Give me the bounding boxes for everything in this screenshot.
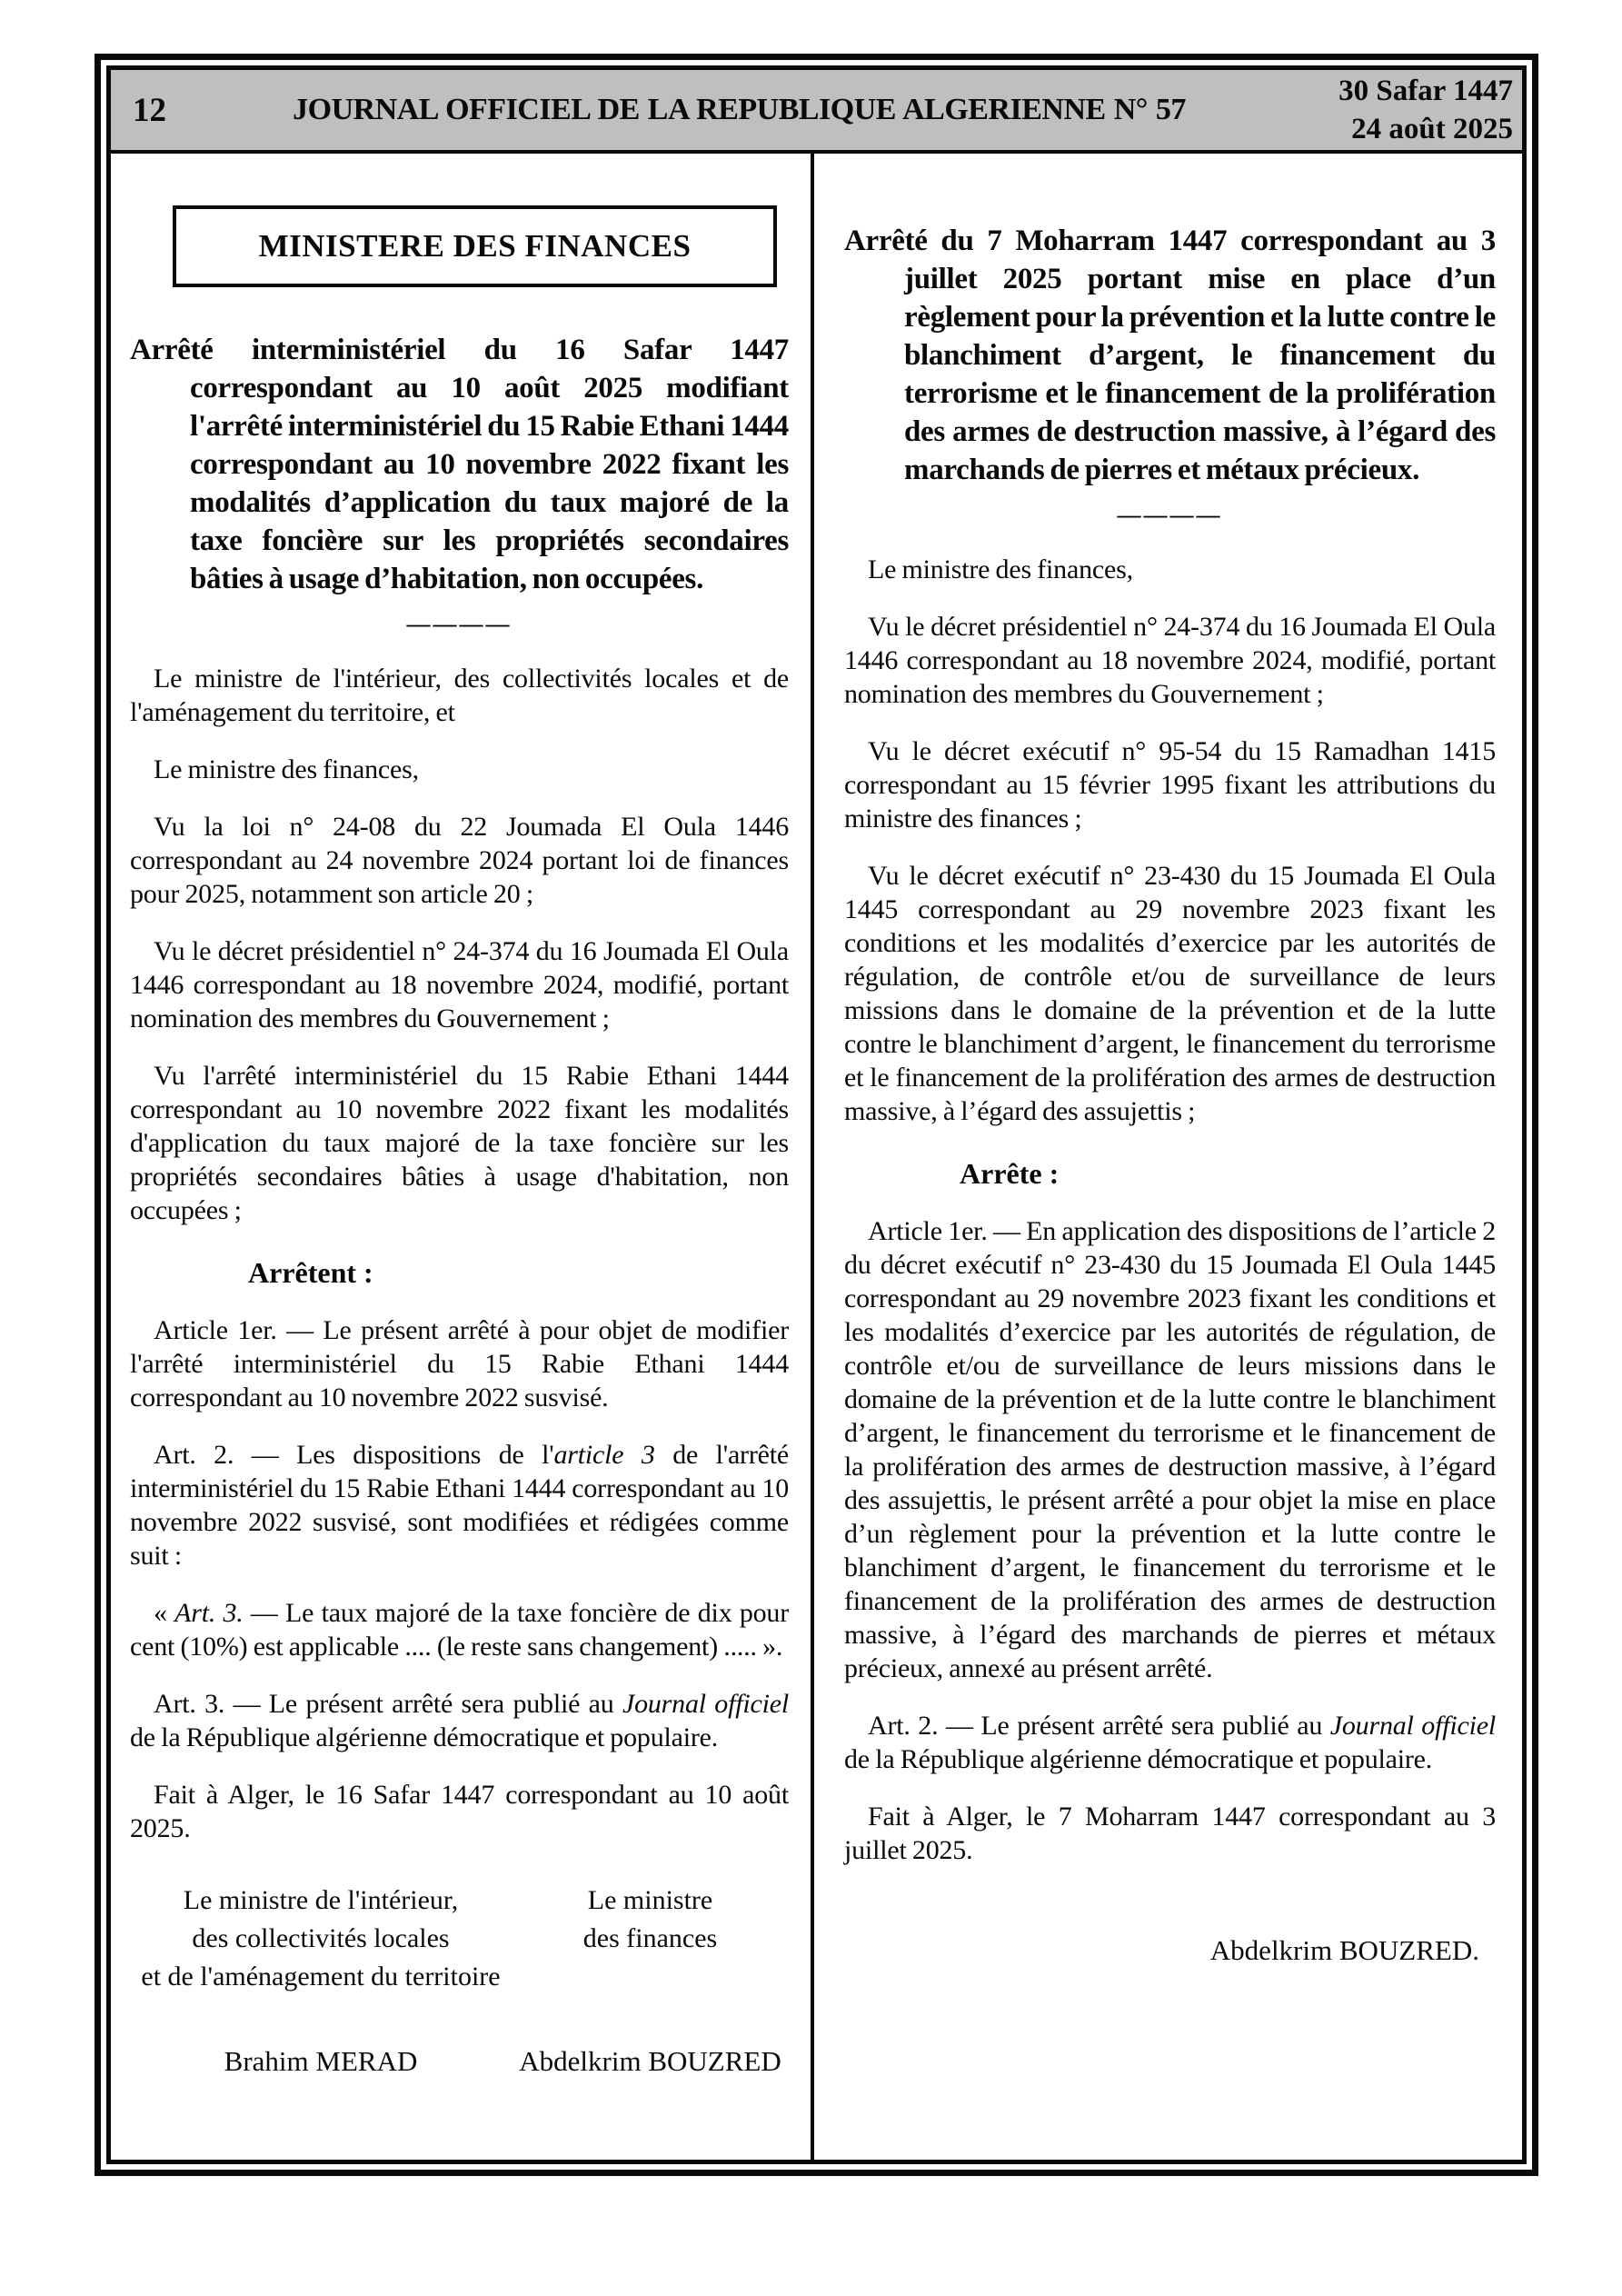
left-quoted-article-3-post: — Le taux majoré de la taxe foncière de dix pour cent (10%) est applicable .... (le reste sans changement) ..... ». [130,1598,790,1662]
header-band [111,70,1522,154]
left-quoted-article-3 [130,1596,789,1663]
signature-title-interior [130,1882,512,1996]
right-article-2 [844,1709,1496,1776]
signer-name-bouzred: Abdelkrim BOUZRED [519,2045,781,2077]
right-column [811,154,1518,2160]
signature-title-line: et de l'aménagement du territoire [141,1962,501,1992]
signature-title-line: des finances [582,1923,718,1953]
left-done-at: Fait à Alger, le 16 Safar 1447 correspondant au 10 août 2025. [130,1780,789,1843]
right-article-2-pre: Art. 2. — Le présent arrêté sera publié au [868,1711,1330,1741]
left-vu-clause-loi: Vu la loi n° 24-08 du 22 Joumada El Oula 1446 correspondant au 24 novembre 2024 portant loi de finances pour 2025, notamment son article 20 ; [130,812,789,909]
two-column-body [111,154,1522,2160]
signature-names-row [130,2045,789,2078]
dash-separator: ———— [406,611,512,637]
ministry-box: MINISTERE DES FINANCES [173,205,777,287]
left-article-2-pre: Art. 2. — Les dispositions de l' [154,1440,554,1470]
issue-dates [1338,72,1513,148]
signature-titles-row [130,1882,789,1996]
left-quoted-article-3-pre: « [154,1598,175,1628]
left-article-1: Article 1er. — Le présent arrêté à pour objet de modifier l'arrêté interministériel du 15 Rabie Ethani 1444 correspondant au 10 novembre 2022 susvisé. [130,1315,789,1413]
left-vu-clause-decret-presidentiel: Vu le décret présidentiel n° 24-374 du 16 Joumada El Oula 1446 correspondant au 18 novembre 2024, modifié, portant nomination des membres du Gouvernement ; [130,936,789,1033]
page-number: 12 [133,91,166,129]
signature-title-line: Le ministre [587,1885,713,1915]
left-decree-word: Arrêtent : [248,1256,373,1289]
page-frame [106,65,1527,2164]
signer-name-merad: Brahim MERAD [224,2045,418,2077]
journal-title: JOURNAL OFFICIEL DE LA REPUBLIQUE ALGERIENNE N° 57 [293,93,1186,126]
left-article-3-post: de la République algérienne démocratique et populaire. [130,1722,719,1752]
date-hijri: 30 Safar 1447 [1338,75,1513,107]
right-paragraph-ministre-finances: Le ministre des finances, [868,554,1133,584]
right-article-2-post: de la République algérienne démocratique et populaire. [844,1744,1433,1774]
left-paragraph-ministre-interieur: Le ministre de l'intérieur, des collectivités locales et de l'aménagement du territoire, et [130,664,789,727]
date-gregorian: 24 août 2025 [1351,113,1513,145]
right-article-2-italic: Journal officiel [1329,1711,1496,1741]
left-decree-title: Arrêté interministériel du 16 Safar 1447 correspondant au 10 août 2025 modifiant l'arrêté interministériel du 15 Rabie Ethani 1444 correspondant au 10 novembre 2022 fixant les modalités d’application du taux majoré de la taxe foncière sur les propriétés secondaires bâties à usage d’habitation, non occupées. [130,334,789,595]
left-article-2-post: de l'arrêté interministériel du 15 Rabie Ethani 1444 correspondant au 10 novembre 2022 susvisé, sont modifiées et rédigées comme suit : [130,1440,790,1571]
left-article-2 [130,1438,789,1572]
right-vu-clause-decret-95-54: Vu le décret exécutif n° 95-54 du 15 Ramadhan 1415 correspondant au 15 février 1995 fixant les attributions du ministre des finances ; [844,736,1496,834]
right-vu-clause-decret-presidentiel: Vu le décret présidentiel n° 24-374 du 16 Joumada El Oula 1446 correspondant au 18 novembre 2024, modifié, portant nomination des membres du Gouvernement ; [844,612,1496,709]
dash-separator: ———— [1117,502,1223,528]
signature-title-line: Le ministre de l'intérieur, [183,1885,459,1915]
left-quoted-article-3-italic: Art. 3. [174,1598,244,1628]
left-article-2-italic: article 3 [553,1440,655,1470]
left-article-3 [130,1687,789,1754]
left-vu-clause-arrete: Vu l'arrêté interministériel du 15 Rabie Ethani 1444 correspondant au 10 novembre 2022 fixant les modalités d'application du taux majoré de la taxe foncière sur les propriétés secondaires bâties à usage d'habitation, non occupées ; [130,1061,789,1225]
right-article-1: Article 1er. — En application des dispositions de l’article 2 du décret exécutif n° 23-430 du 15 Joumada El Oula 1445 correspondant au 29 novembre 2023 fixant les conditions et les modalités d’exercice par les autorités de régulation, de contrôle et/ou de surveillance de leurs missions dans le domaine de la prévention et de la lutte contre le blanchiment d’argent, le financement du terrorisme et le financement de la prolifération des armes de destruction massive, à l’égard des assujettis, le présent arrêté a pour objet la mise en place d’un règlement pour la prévention et la lutte contre le blanchiment d’argent, le financement du terrorisme et le financement de la prolifération des armes de destruction massive, à l’égard des marchands de pierres et métaux précieux, annexé au présent arrêté. [844,1216,1496,1683]
right-done-at: Fait à Alger, le 7 Moharram 1447 correspondant au 3 juillet 2025. [844,1802,1496,1865]
right-vu-clause-decret-23-430: Vu le décret exécutif n° 23-430 du 15 Joumada El Oula 1445 correspondant au 29 novembre 2023 fixant les conditions et les modalités d’exercice par les autorités de régulation, de contrôle et/ou de surveillance de leurs missions dans le domaine de la prévention et de la lutte contre le blanchiment d’argent, le financement du terrorisme et le financement de la prolifération des armes de destruction massive, à l’égard des assujettis ; [844,861,1496,1126]
right-signer-name: Abdelkrim BOUZRED. [1209,1934,1479,1966]
left-paragraph-ministre-finances: Le ministre des finances, [154,754,419,784]
left-article-3-pre: Art. 3. — Le présent arrêté sera publié au [154,1689,622,1719]
left-column [111,154,811,2160]
left-article-3-italic: Journal officiel [622,1689,789,1719]
signature-title-finances [512,1882,789,1996]
right-decree-word: Arrête : [960,1157,1060,1190]
signature-title-line: des collectivités locales [192,1923,450,1953]
right-decree-title: Arrêté du 7 Moharram 1447 correspondant au 3 juillet 2025 portant mise en place d’un règlement pour la prévention et la lutte contre le blanchiment d’argent, le financement du terrorisme et le financement de la prolifération des armes de destruction massive, à l’égard des marchands de pierres et métaux précieux. [844,225,1496,486]
